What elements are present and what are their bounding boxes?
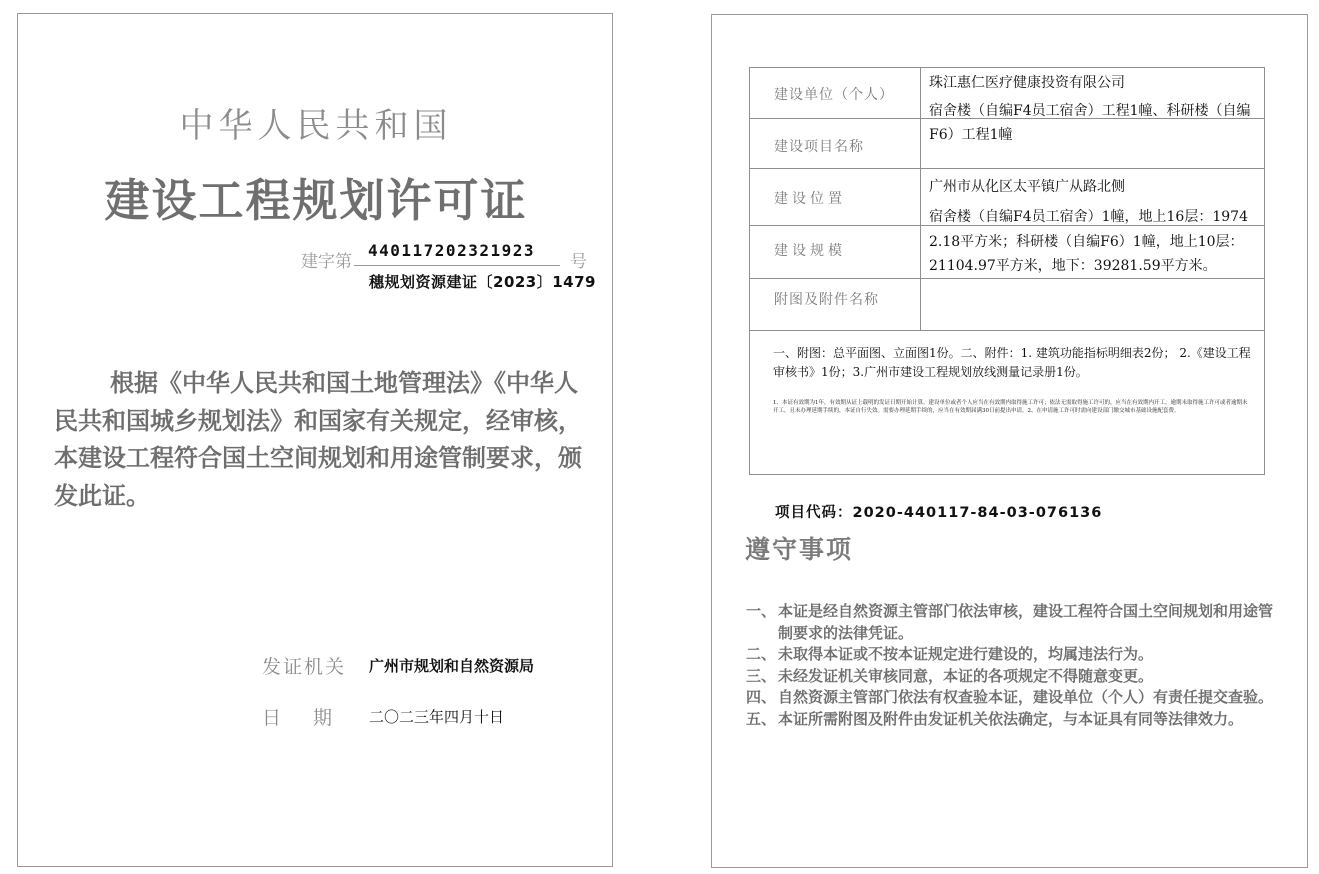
rule-number: 一、	[746, 602, 777, 620]
rule-text: 自然资源主管部门依法有权查验本证，建设单位（个人）有责任提交查验。	[778, 688, 1274, 706]
permit-number-prefix: 建字第	[301, 252, 352, 272]
table-row-divider	[750, 168, 1264, 169]
project-name-value: 宿舍楼（自编F4员工宿舍）工程1幢、科研楼（自编F6）工程1幢	[929, 103, 1251, 143]
validity-notes: 1、本证有效期为1年，有效期从证上载明的发证日期开始计算。建设单位或者个人应当在有效期内取得施工许可；依法无需取得施工许可的，应当在有效期内开工。逾期未取得施工许可或者逾期未开工，且未办理延期手续的，本证自行失效。需要办理延期手续的，应当在有效期届满30日前提出申请。2、在申请施工许可时需向建设部门缴交城市基础设施配套费。	[773, 400, 1248, 415]
preamble-text: 根据《中华人民共和国土地管理法》《中华人民共和国城乡规划法》和国家有关规定，经审核，本建设工程符合国土空间规划和用途管制要求，颁发此证。	[54, 369, 582, 510]
table-row-divider	[750, 330, 1264, 331]
permit-number: 440117202321923	[368, 241, 535, 260]
permit-number-underline	[354, 265, 560, 266]
project-code: 项目代码：2020-440117-84-03-076136	[775, 505, 1103, 521]
rule-item	[746, 687, 1276, 709]
scale-value: 宿舍楼（自编F4员工宿舍）1幢，地上16层：19742.18平方米；科研楼（自编F6）1幢，地上10层：21104.97平方米，地下：39281.59平方米。	[929, 209, 1248, 274]
permit-info-table	[749, 67, 1265, 475]
rule-number: 四、	[746, 688, 777, 706]
permit-front-page	[17, 13, 613, 867]
rule-text: 未取得本证或不按本证规定进行建设的，均属违法行为。	[778, 645, 1154, 663]
builder-label: 建设单位（个人）	[774, 87, 894, 103]
rule-text: 未经发证机关审核同意，本证的各项规定不得随意变更。	[778, 666, 1154, 685]
location-label: 建设位置	[774, 191, 846, 207]
issue-date: 二〇二三年四月十日	[369, 708, 505, 726]
attachments-label: 附图及附件名称	[774, 292, 879, 308]
rule-number: 二、	[746, 645, 777, 663]
scale-label: 建设规模	[774, 243, 846, 259]
country-title: 中华人民共和国	[179, 106, 453, 146]
issuer-value: 广州市规划和自然资源局	[369, 657, 535, 675]
issuer-label: 发证机关	[262, 656, 347, 678]
compliance-rules	[746, 601, 1276, 730]
permit-title: 建设工程规划许可证	[104, 174, 528, 227]
rule-item	[746, 601, 1276, 644]
date-label: 日期	[262, 707, 365, 729]
table-column-divider	[920, 68, 921, 330]
rule-number: 五、	[746, 709, 777, 728]
project-name-label: 建设项目名称	[774, 139, 864, 155]
attachments-value: 一、附图：总平面图、立面图1份。二、附件：1. 建筑功能指标明细表2份； 2.《建设工程审核书》1份；3.广州市建设工程规划放线测量记录册1份。	[773, 346, 1251, 379]
permit-back-page	[711, 14, 1308, 868]
compliance-title: 遵守事项	[745, 535, 854, 564]
rule-number: 三、	[746, 666, 777, 685]
builder-value: 珠江惠仁医疗健康投资有限公司	[929, 75, 1125, 91]
rule-text: 本证是经自然资源主管部门依法审核，建设工程符合国土空间规划和用途管制要求的法律凭证。	[778, 602, 1274, 642]
rule-text: 本证所需附图及附件由发证机关依法确定，与本证具有同等法律效力。	[778, 709, 1244, 728]
rule-item	[746, 666, 1276, 688]
permit-number-suffix: 号	[570, 252, 587, 272]
location-value: 广州市从化区太平镇广从路北侧	[929, 179, 1125, 195]
rule-item	[746, 644, 1276, 666]
permit-reference: 穗规划资源建证〔2023〕1479	[369, 273, 596, 291]
rule-item	[746, 709, 1276, 731]
